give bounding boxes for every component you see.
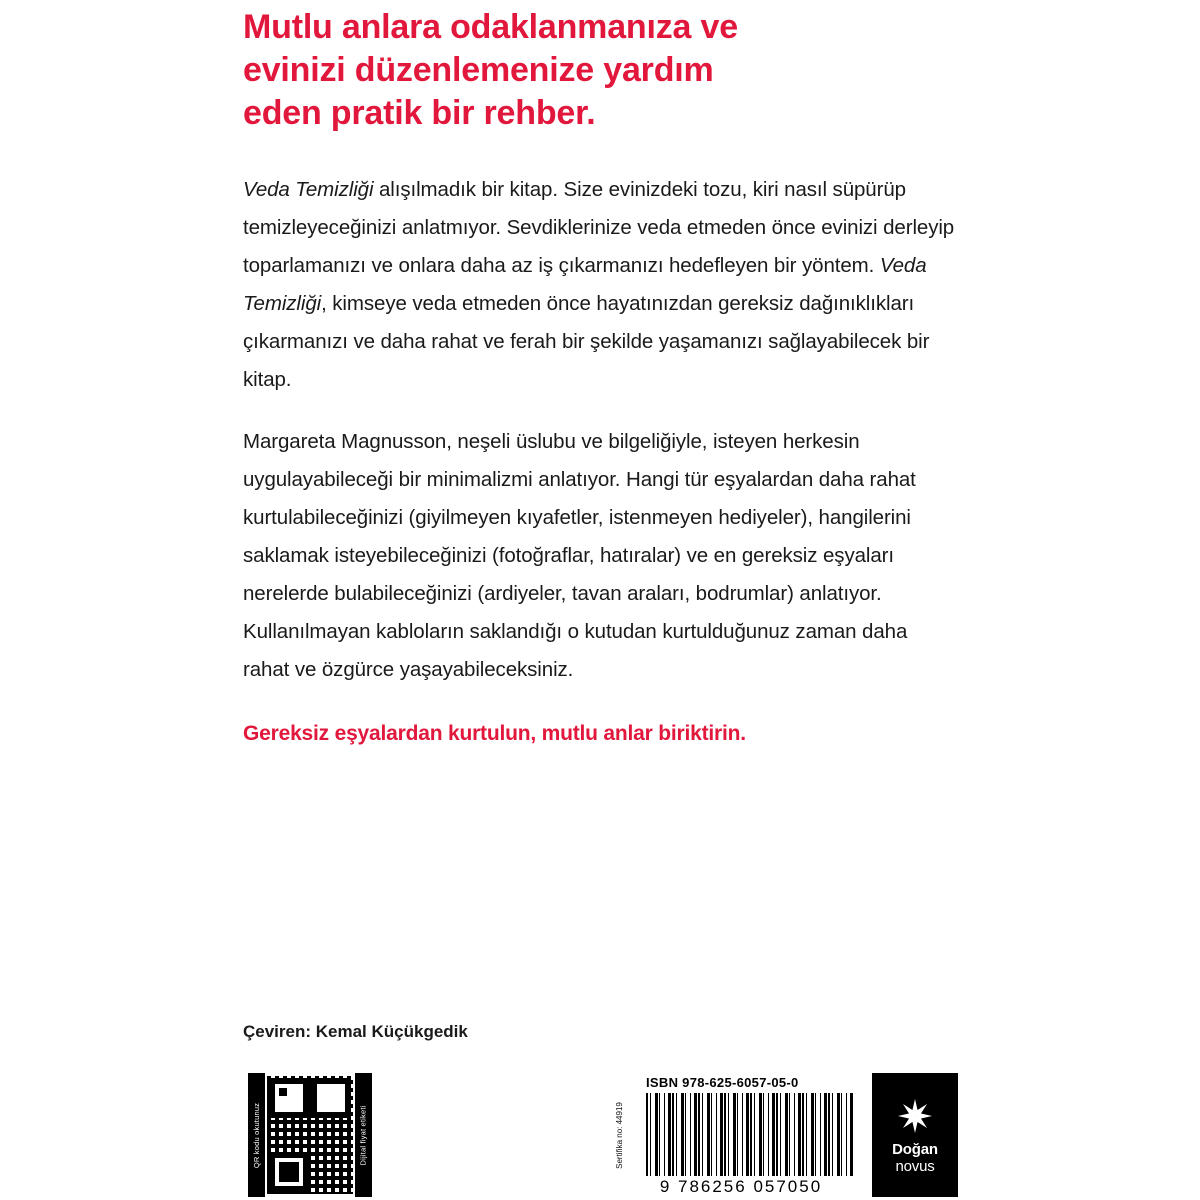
publisher-name: Doğan: [892, 1140, 938, 1158]
closing-tagline: Gereksiz eşyalardan kurtulun, mutlu anlar biriktirin.: [243, 722, 746, 745]
cover-text-content: [243, 0, 959, 749]
barcode-number: 9 786256 057050: [659, 1177, 823, 1196]
body-paragraph-1-text-a: alışılmadık bir kitap. Size evinizdeki tozu, kiri nasıl süpürüp temizleyeceğinizi anlatmıyor. Sevdiklerinize veda etmeden önce evinizi derleyip toparlamanızı ve onlara daha az iş çıkarmanızı hedefleyen bir yöntem.: [243, 178, 955, 277]
page-title: [243, 0, 959, 135]
publisher-imprint: novus: [895, 1157, 935, 1175]
translator-credit: Çeviren: Kemal Küçükgedik: [243, 1022, 468, 1041]
headline-line-1: Mutlu anlara odaklanmanıza ve: [243, 8, 738, 46]
qr-finder-dot-right: [333, 1088, 341, 1096]
qr-left-label: QR kodu okutunuz: [248, 1073, 265, 1197]
book-title-italic-2: Veda Temizliği: [243, 254, 927, 315]
body-paragraph-2: Margareta Magnusson, neşeli üslubu ve bilgeliğiyle, isteyen herkesin uygulayabileceği bir minimalizmi anlatıyor. Hangi tür eşyalardan daha rahat kurtulabileceğinizi (giyilmeyen kıyafetler, istenmeyen hediyeler), hangilerini saklamak isteyebileceğinizi (fotoğraflar, hatıralar) ve en gereksiz eşyaları nerelerde bulabileceğinizi (ardiyeler, tavan araları, bodrumlar) anlatıyor. Kullanılmayan kabloların saklandığı o kutudan kurtulduğunuz zaman daha rahat ve özgürce yaşayabileceksiniz.: [243, 430, 916, 681]
body-paragraph-1: [243, 171, 959, 399]
qr-right-label: Dijital fiyat etiketi: [355, 1073, 372, 1197]
headline-line-3: eden pratik bir rehber.: [243, 94, 596, 132]
publisher-logo: [872, 1073, 958, 1197]
book-title-italic-1: Veda Temizliği: [243, 178, 374, 201]
headline-line-2: evinizi düzenlemenize yardım: [243, 51, 714, 89]
certificate-number-label: Sertifika no: 44919: [610, 1073, 628, 1197]
barcode-icon: [646, 1093, 854, 1176]
body-paragraph-1-text-b: , kimseye veda etmeden önce hayatınızdan gereksiz dağınıklıkları çıkarmanızı ve daha rahat ve ferah bir şekilde yaşamanızı sağlayabilecek bir kitap.: [243, 292, 930, 391]
isbn-text: ISBN 978-625-6057-05-0: [646, 1075, 799, 1090]
barcode-wrapper: [628, 1073, 854, 1197]
publisher-star-icon: [895, 1096, 935, 1136]
qr-finder-dot-left: [279, 1088, 287, 1096]
qr-finder-bottom-left: [269, 1152, 309, 1192]
isbn-barcode-block: [610, 1073, 854, 1197]
qr-code-icon[interactable]: [267, 1076, 353, 1194]
qr-code-block[interactable]: [248, 1073, 372, 1197]
